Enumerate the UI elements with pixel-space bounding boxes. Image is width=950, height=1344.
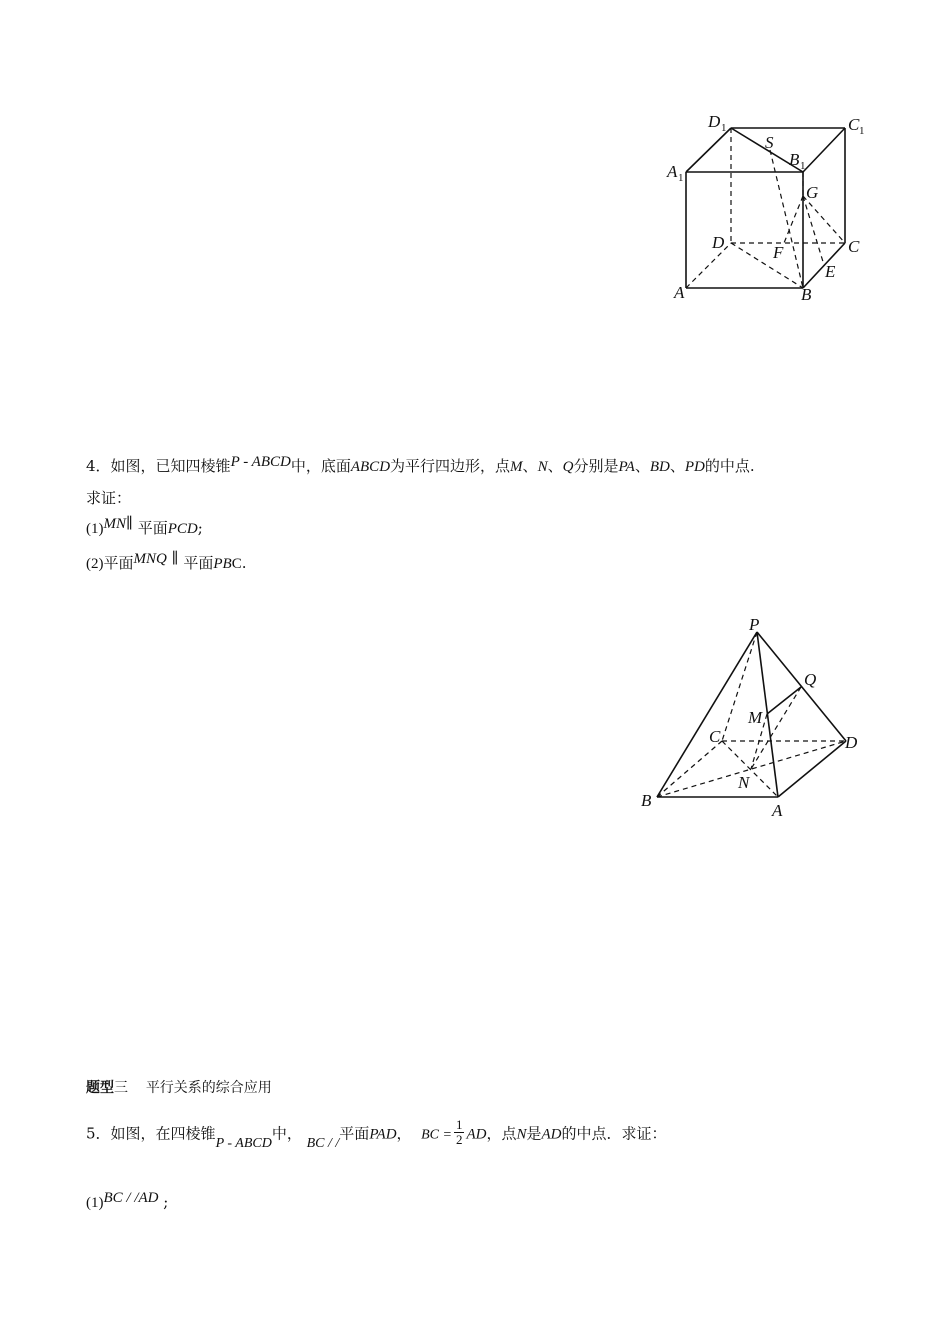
pyramid-figure xyxy=(636,610,866,820)
label-D: D xyxy=(845,733,858,752)
segment-MQ xyxy=(767,687,801,714)
problem-number: 5． xyxy=(86,1124,111,1143)
segment-SB xyxy=(770,150,803,288)
fraction-one-half: $\frac{1}{2}$ xyxy=(455,1117,463,1147)
edge-PD xyxy=(757,632,846,741)
problem-number: 4． xyxy=(86,457,111,475)
edge-B1C1 xyxy=(803,128,845,172)
label-D1-sub: 1 xyxy=(721,122,727,134)
label-S: S xyxy=(765,133,774,152)
pyramid-diagram xyxy=(636,610,866,820)
segment-QN xyxy=(751,687,801,769)
label-M: M xyxy=(748,708,763,727)
segment-GF xyxy=(784,196,803,243)
edge-A1D1 xyxy=(686,128,731,172)
cube-figure xyxy=(660,108,870,308)
label-C1: C xyxy=(848,115,860,134)
edge-BC xyxy=(657,741,722,797)
problem-5-statement: 5．如图，在四棱锥P - ABCD中， BC / /平面PAD， BC = $\frac{1}{2}$ AD，点N是AD的中点．求证： xyxy=(86,1117,667,1151)
label-Q: Q xyxy=(804,670,817,689)
label-B: B xyxy=(641,791,652,810)
label-A: A xyxy=(772,801,783,820)
label-C: C xyxy=(848,237,860,256)
prove-label: 求证： xyxy=(86,489,132,507)
section-heading: 题型三 平行关系的综合应用 xyxy=(86,1080,272,1096)
label-A1-sub: 1 xyxy=(678,172,684,184)
label-A: A xyxy=(674,283,685,302)
label-D1: D xyxy=(708,112,721,131)
cube-diagram xyxy=(660,108,870,308)
diag-CA xyxy=(722,741,778,797)
segment-GC xyxy=(803,196,845,243)
label-B1-sub: 1 xyxy=(800,160,806,172)
problem-4-part-2: (2)平面MNQ ∥ 平面PBC. xyxy=(86,551,247,572)
label-C: C xyxy=(709,727,721,746)
label-E: E xyxy=(825,262,836,281)
problem-5-part-1: (1)BC / /AD ; xyxy=(86,1190,169,1211)
label-F: F xyxy=(773,243,784,262)
label-B1: B xyxy=(789,150,800,169)
pyramid-name: P - ABCD xyxy=(230,454,291,470)
problem-4-statement: 4．如图，已知四棱锥P - ABCD中，底面ABCD为平行四边形，点M、N、Q分别是PA、BD、PD的中点. xyxy=(86,454,755,475)
label-A1: A xyxy=(667,162,678,181)
label-G: G xyxy=(806,183,819,202)
label-P: P xyxy=(749,615,760,634)
edge-AD xyxy=(778,741,846,797)
label-N: N xyxy=(738,773,750,792)
edge-BC xyxy=(803,243,845,288)
label-C1-sub: 1 xyxy=(859,125,865,137)
problem-4-part-1: (1)MN∥ 平面PCD; xyxy=(86,516,203,537)
label-B: B xyxy=(801,285,812,304)
label-D: D xyxy=(712,233,725,252)
segment-GE xyxy=(803,196,824,265)
segment-DB xyxy=(731,243,803,288)
